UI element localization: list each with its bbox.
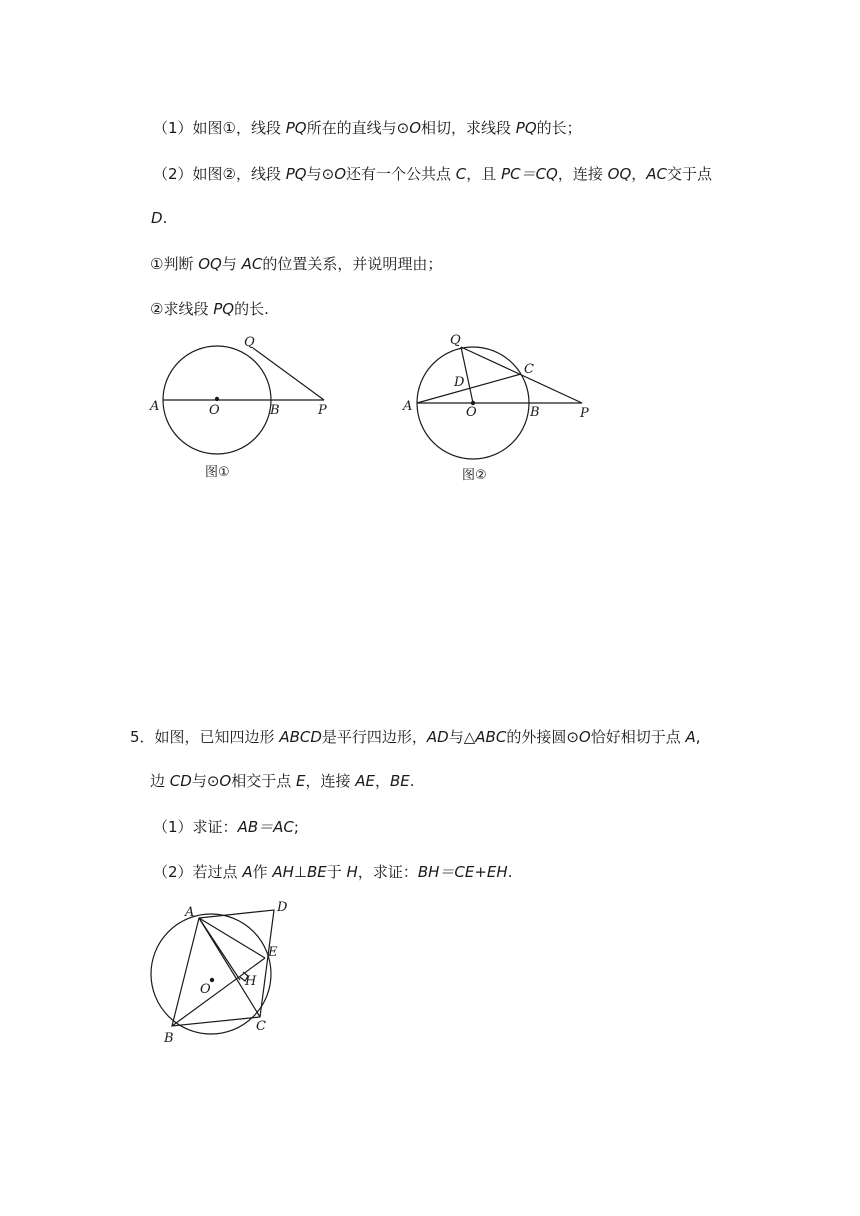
p4-part2-cont: D. — [151, 209, 168, 227]
fig3-label-e: E — [268, 945, 278, 960]
fig3-label-d: D — [277, 900, 288, 915]
fig3-label-a: A — [185, 905, 195, 920]
p5-stem-2: 边 CD与⊙O相交于点 E，连接 AE，BE. — [150, 772, 415, 790]
fig1-label-o: O — [209, 403, 220, 418]
fig2-line-ac — [417, 374, 521, 403]
fig3-parallelogram — [172, 910, 274, 1026]
fig2-label-p: P — [580, 406, 589, 421]
p4-sub1: ①判断 OQ与 AC的位置关系，并说明理由； — [150, 255, 443, 273]
p5-stem: 5．如图，已知四边形 ABCD是平行四边形，AD与△ABC的外接圆⊙O恰好相切于点 A, — [130, 728, 701, 746]
fig3-line-ae — [199, 918, 265, 958]
p4-part2: （2）如图②，线段 PQ与⊙O还有一个公共点 C，且 PC＝CQ，连接 OQ，AC交于点 — [153, 165, 713, 183]
fig2-caption: 图② — [462, 468, 487, 483]
fig3-label-b: B — [164, 1031, 174, 1046]
fig1-label-b: B — [270, 403, 280, 418]
fig2-label-c: C — [524, 362, 534, 377]
p4-sub2: ②求线段 PQ的长. — [150, 300, 269, 318]
p5-part2: （2）若过点 A作 AH⊥BE于 H，求证：BH＝CE+EH. — [153, 863, 513, 881]
fig3-line-ah — [199, 918, 240, 980]
fig3-label-h: H — [245, 974, 257, 989]
p5-part1: （1）求证：AB＝AC; — [153, 818, 299, 836]
fig3-label-o: O — [200, 982, 211, 997]
fig3-label-c: C — [256, 1019, 266, 1034]
fig1-caption: 图① — [205, 465, 230, 480]
fig1-label-q: Q — [244, 335, 255, 350]
fig2-label-o: O — [466, 405, 477, 420]
p4-part1: （1）如图①，线段 PQ所在的直线与⊙O相切，求线段 PQ的长； — [153, 119, 582, 137]
fig1-label-p: P — [318, 403, 327, 418]
fig1-label-a: A — [150, 399, 160, 414]
fig2-label-d: D — [454, 375, 465, 390]
fig2-label-b: B — [530, 405, 540, 420]
fig1-center-dot — [215, 397, 219, 401]
fig2-line-pq — [461, 347, 582, 403]
fig2-label-a: A — [403, 399, 413, 414]
fig2-label-q: Q — [450, 333, 461, 348]
